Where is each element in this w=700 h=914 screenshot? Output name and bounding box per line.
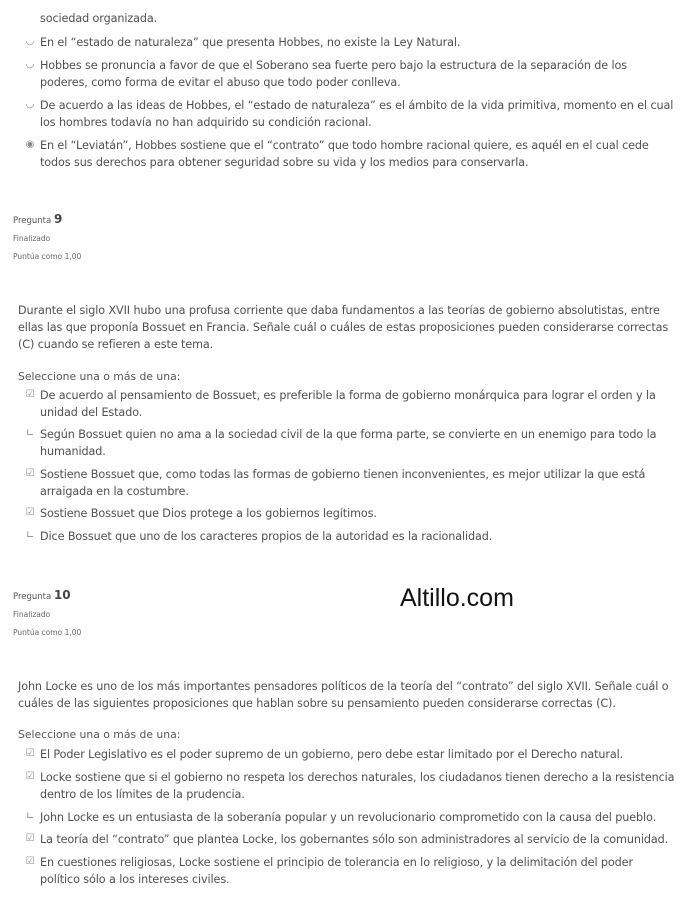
question-9-status: Finalizado (13, 234, 51, 243)
checkbox-checked-icon[interactable]: ☑ (25, 856, 35, 867)
option-label: Según Bossuet quien no ama a la sociedad civil de la que forma parte, se convierte en un enemigo para todo la humanidad. (40, 428, 657, 458)
question-prefix: Pregunta (13, 216, 52, 226)
question-9-text: Durante el siglo XVII hubo una profusa corriente que daba fundamentos a las teorías de gobierno absolutistas, entre ellas las que proponía Bossuet en Francia. Señale cuál o cuáles de estas proposiciones pueden considerarse correctas (C) cuando se refieren a este tema. (18, 304, 669, 351)
option-label: Sostiene Bossuet que, como todas las formas de gobierno tienen inconvenientes, es mejor utilizar la que está arraigada en la costumbre. (40, 468, 646, 498)
option-label: La teoría del “contrato” que plantea Locke, los gobernantes sólo son administradores al servicio de la comunidad. (40, 833, 669, 846)
option-label: De acuerdo al pensamiento de Bossuet, es preferible la forma de gobierno monárquica para lograr el orden y la unidad del Estado. (40, 389, 656, 419)
question-10-header (13, 588, 71, 602)
question-9-prompt: Seleccione una o más de una: (18, 370, 181, 383)
checkbox-empty-icon[interactable]: ∟ (25, 428, 35, 439)
checkbox-empty-icon[interactable]: ∟ (25, 530, 35, 541)
option-label: El Poder Legislativo es el poder supremo de un gobierno, pero debe estar limitado por el Derecho natural. (40, 748, 624, 761)
checkbox-checked-icon[interactable]: ☑ (25, 771, 35, 782)
checkbox-checked-icon[interactable]: ☑ (25, 833, 35, 844)
option-label: En cuestiones religiosas, Locke sostiene el principio de tolerancia en lo religioso, y la delimitación del poder político sólo a los intereses civiles. (40, 856, 633, 886)
question-10-score: Puntúa como 1,00 (13, 628, 82, 637)
radio-selected-icon[interactable]: ◉ (25, 139, 35, 150)
option-label: Dice Bossuet que uno de los caracteres propios de la autoridad es la racionalidad. (40, 530, 493, 543)
question-10-prompt: Seleccione una o más de una: (18, 728, 181, 741)
watermark: Altillo.com (400, 584, 514, 612)
question-10-text: John Locke es uno de los más importantes pensadores políticos de la teoría del “contrato” del siglo XVII. Señale cuál o cuáles de las siguientes proposiciones que hablan sobre su pensamiento pueden considerarse correctas (C). (18, 680, 669, 710)
radio-empty-icon[interactable]: ◡ (25, 99, 35, 110)
option-label: Sostiene Bossuet que Dios protege a los gobiernos legítimos. (40, 507, 377, 520)
option-label: De acuerdo a las ideas de Hobbes, el “estado de naturaleza” es el ámbito de la vida primitiva, momento en el cual los hombres todavía no han adquirido su condición racional. (40, 99, 674, 129)
option-label: John Locke es un entusiasta de la soberanía popular y un revolucionario comprometido con la causa del pueblo. (40, 811, 657, 824)
option-label: En el “estado de naturaleza” que presenta Hobbes, no existe la Ley Natural. (40, 36, 461, 49)
question-number: 10 (53, 588, 71, 602)
checkbox-checked-icon[interactable]: ☑ (25, 389, 35, 400)
question-prefix: Pregunta (13, 592, 52, 602)
question-9-score: Puntúa como 1,00 (13, 252, 82, 261)
option-label: Hobbes se pronuncia a favor de que el Soberano sea fuerte pero bajo la estructura de la separación de los poderes, como forma de evitar el abuso que todo poder conlleva. (40, 59, 628, 89)
radio-empty-icon[interactable]: ◡ (25, 36, 35, 47)
checkbox-checked-icon[interactable]: ☑ (25, 507, 35, 518)
question-9-header (13, 212, 62, 226)
checkbox-checked-icon[interactable]: ☑ (25, 748, 35, 759)
checkbox-checked-icon[interactable]: ☑ (25, 468, 35, 479)
prev-question-tail: sociedad organizada. (40, 12, 158, 25)
option-label: Locke sostiene que si el gobierno no respeta los derechos naturales, los ciudadanos tienen derecho a la resistencia dentro de los límites de la prudencia. (40, 771, 675, 801)
checkbox-empty-icon[interactable]: ∟ (25, 811, 35, 822)
option-label: En el “Leviatán”, Hobbes sostiene que el “contrato” que todo hombre racional quiere, es aquél en el cual cede todos sus derechos para obtener seguridad sobre su vida y los medios para conservarla. (40, 139, 649, 169)
question-10-status: Finalizado (13, 610, 51, 619)
radio-empty-icon[interactable]: ◡ (25, 59, 35, 70)
question-number: 9 (53, 212, 63, 226)
